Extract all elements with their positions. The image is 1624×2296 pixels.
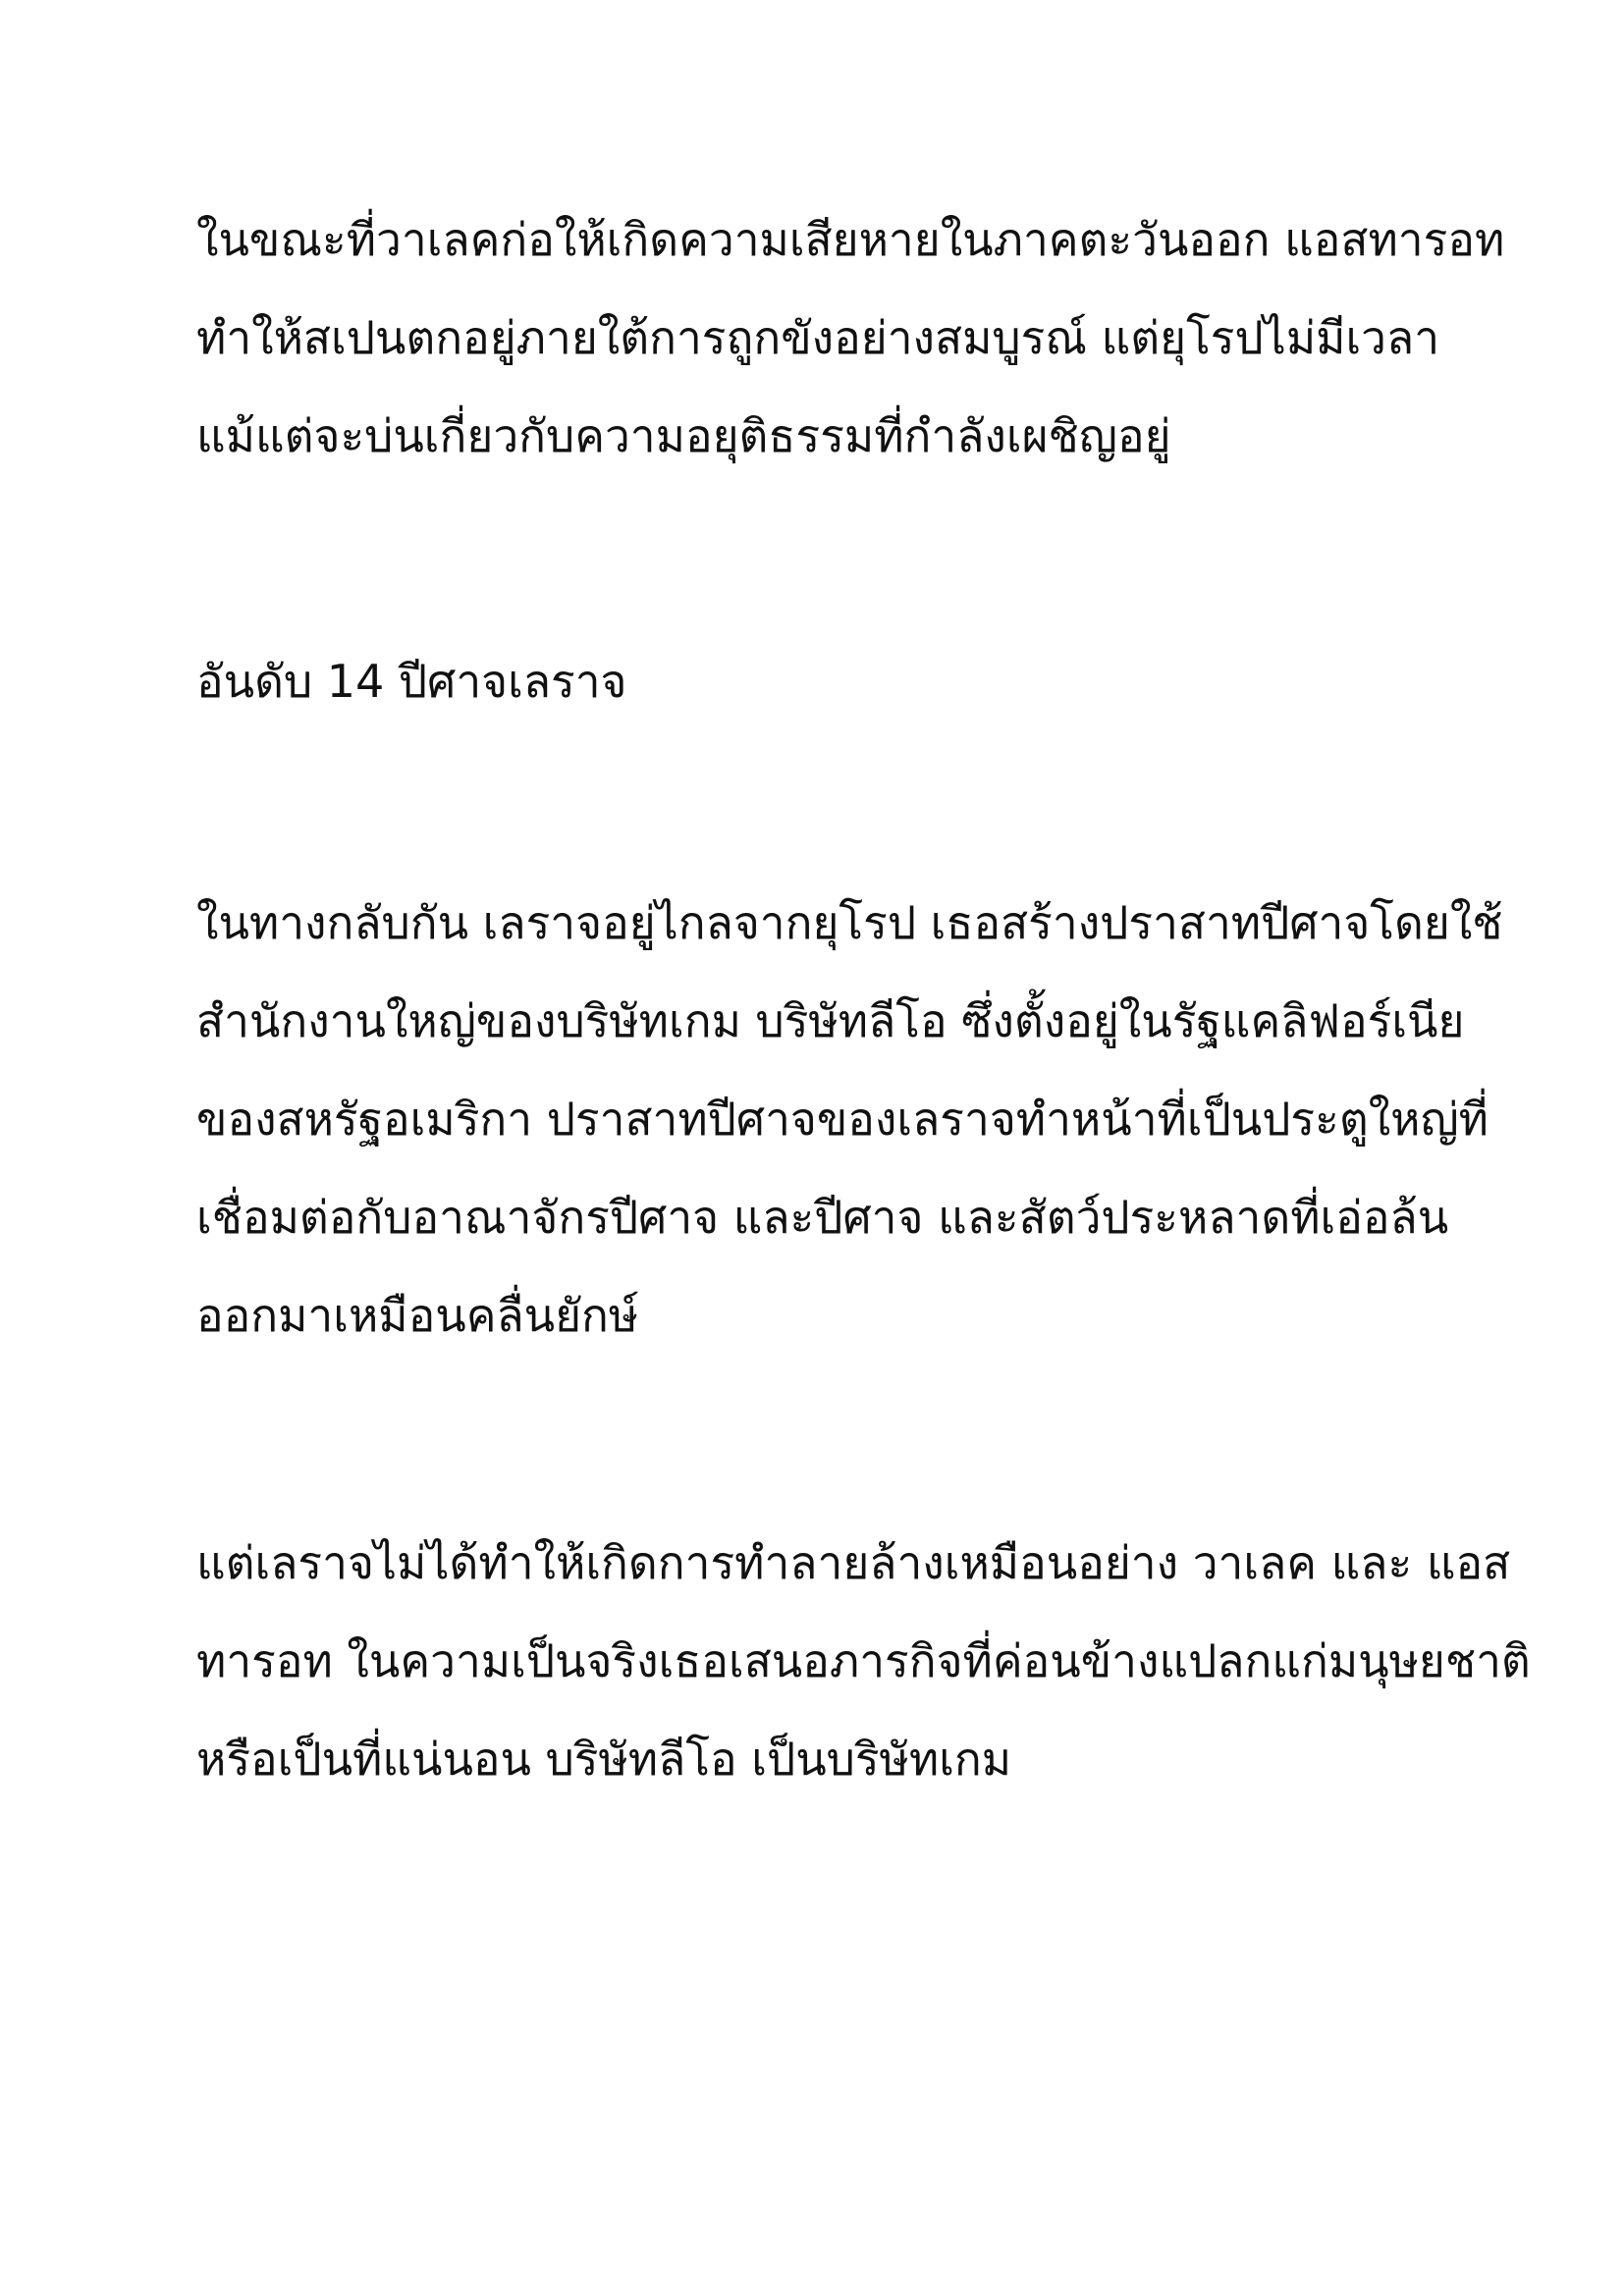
paragraph xyxy=(196,874,1503,1364)
paragraph-line: ในทางกลับกัน เลราจอยู่ไกลจากยุโรป เธอสร้างปราสาทปีศาจโดยใช้ xyxy=(196,896,1503,949)
paragraph-line: แม้แต่จะบ่นเกี่ยวกับความอยุติธรรมที่กำลังเผชิญอยู่ xyxy=(196,409,1171,462)
paragraph-line: ทารอท ในความเป็นจริงเธอเสนอภารกิจที่ค่อนข้างแปลกแก่มนุษยชาติ xyxy=(196,1634,1531,1687)
paragraph-line: หรือเป็นที่แน่นอน บริษัทลีโอ เป็นบริษัทเกม xyxy=(196,1733,1012,1786)
paragraph-line: แต่เลราจไม่ได้ทำให้เกิดการทำลายล้างเหมือนอย่าง วาเลค และ แอส xyxy=(196,1536,1511,1589)
heading-line: อันดับ 14 ปีศาจเลราจ xyxy=(196,655,627,708)
paragraph-line: เชื่อมต่อกับอาณาจักรปีศาจ และปีศาจ และสัตว์ประหลาดที่เอ่อล้น xyxy=(196,1191,1449,1244)
paragraph xyxy=(196,1514,1531,1808)
paragraph-line: ออกมาเหมือนคลื่นยักษ์ xyxy=(196,1289,639,1342)
section-heading xyxy=(196,632,1443,730)
paragraph xyxy=(196,190,1505,485)
paragraph-line: ของสหรัฐอเมริกา ปราสาทปีศาจของเลราจทำหน้าที่เป็นประตูใหญ่ที่ xyxy=(196,1093,1489,1146)
paragraph-line: ทำให้สเปนตกอยู่ภายใต้การถูกขังอย่างสมบูรณ์ แต่ยุโรปไม่มีเวลา xyxy=(196,311,1440,364)
paragraph-line: ในขณะที่วาเลคก่อให้เกิดความเสียหายในภาคตะวันออก แอสทารอท xyxy=(196,213,1505,266)
paragraph-line: สำนักงานใหญ่ของบริษัทเกม บริษัทลีโอ ซึ่งตั้งอยู่ในรัฐแคลิฟอร์เนีย xyxy=(196,994,1465,1047)
